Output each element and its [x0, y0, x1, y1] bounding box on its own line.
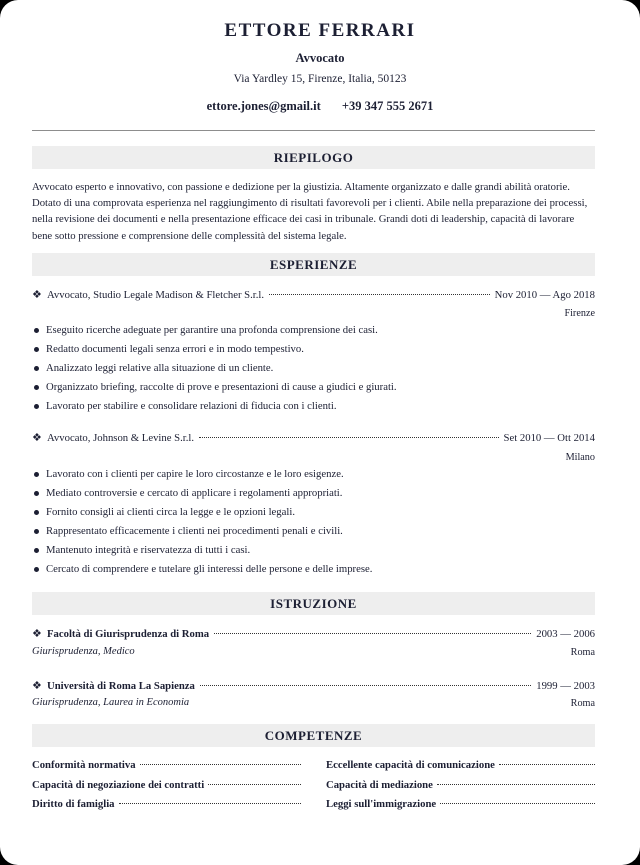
diamond-icon: ❖: [32, 289, 42, 301]
education-dates: 1999 — 2003: [536, 680, 595, 692]
dot-leader: [140, 764, 301, 765]
experience-bullets-2: [32, 465, 595, 579]
list-item: Cercato di comprendere e tutelare gli interessi delle persone e delle imprese.: [32, 560, 595, 579]
candidate-name: ETTORE FERRARI: [224, 20, 416, 41]
diamond-icon: ❖: [32, 432, 42, 444]
experience-location: Milano: [565, 452, 595, 463]
skill-item: [32, 798, 301, 810]
experience-entry-2: [32, 431, 595, 444]
dot-leader: [440, 803, 595, 804]
section-education-heading: ISTRUZIONE: [32, 592, 595, 615]
experience-dates: Nov 2010 — Ago 2018: [494, 289, 595, 301]
experience-bullets-1: [32, 321, 595, 416]
email[interactable]: ettore.jones@gmail.it: [206, 99, 321, 113]
header-divider: [32, 130, 595, 131]
list-item: Fornito consigli ai clienti circa la legge e le opzioni legali.: [32, 503, 595, 522]
experience-dates: Set 2010 — Ott 2014: [503, 432, 595, 444]
dot-leader: [214, 633, 531, 634]
contact-line: [0, 99, 640, 114]
education-degree: Giurisprudenza, Medico: [32, 646, 135, 657]
summary-text: Avvocato esperto e innovativo, con passione e dedizione per la giustizia. Altamente organizzato e dalle grandi abilità oratorie. Dotato di una comprovata esperienza nel raggiungimento di risultati favorevoli per i clienti. Abile nella preparazione dei processi, nella revisione dei documenti e nella presentazione efficace dei casi in tribunale. Grandi doti di leadership, capacità di lavorare bene sotto pressione e comprensione delle complessità del sistema legale.: [32, 181, 588, 242]
education-location: Roma: [570, 698, 595, 709]
skill-label: Leggi sull'immigrazione: [326, 798, 437, 810]
job-title: Avvocato: [295, 51, 345, 65]
skill-item: [326, 759, 595, 771]
skill-label: Conformità normativa: [32, 759, 136, 771]
diamond-icon: ❖: [32, 628, 42, 640]
diamond-icon: ❖: [32, 680, 42, 692]
list-item: Analizzato leggi relative alla situazione di un cliente.: [32, 359, 595, 378]
list-item: Mediato controversie e cercato di applicare i regolamenti appropriati.: [32, 484, 595, 503]
skill-item: [32, 779, 301, 791]
dot-leader: [499, 764, 595, 765]
list-item: Eseguito ricerche adeguate per garantire una profonda comprensione dei casi.: [32, 321, 595, 340]
education-school: Università di Roma La Sapienza: [47, 680, 195, 692]
dot-leader: [199, 437, 499, 438]
dot-leader: [269, 294, 490, 295]
dot-leader: [437, 784, 595, 785]
phone[interactable]: +39 347 555 2671: [341, 99, 434, 113]
section-summary-heading: RIEPILOGO: [32, 146, 595, 169]
section-experience-heading: ESPERIENZE: [32, 253, 595, 276]
skill-label: Capacità di mediazione: [326, 779, 433, 791]
skill-label: Diritto di famiglia: [32, 798, 115, 810]
skill-item: [326, 779, 595, 791]
address: Via Yardley 15, Firenze, Italia, 50123: [233, 73, 407, 85]
skill-label: Eccellente capacità di comunicazione: [326, 759, 495, 771]
education-dates: 2003 — 2006: [536, 628, 595, 640]
list-item: Mantenuto integrità e riservatezza di tutti i casi.: [32, 541, 595, 560]
education-entry-2: [32, 679, 595, 692]
skill-item: [326, 798, 595, 810]
list-item: Lavorato per stabilire e consolidare relazioni di fiducia con i clienti.: [32, 397, 595, 416]
list-item: Organizzato briefing, raccolte di prove e presentazioni di cause a giudici e giurati.: [32, 378, 595, 397]
dot-leader: [200, 685, 531, 686]
dot-leader: [208, 784, 301, 785]
experience-title: Avvocato, Johnson & Levine S.r.l.: [47, 432, 195, 444]
education-entry-1: [32, 627, 595, 640]
experience-title: Avvocato, Studio Legale Madison & Fletcher S.r.l.: [47, 289, 265, 301]
list-item: Redatto documenti legali senza errori e in modo tempestivo.: [32, 340, 595, 359]
skill-label: Capacità di negoziazione dei contratti: [32, 779, 205, 791]
skill-item: [32, 759, 301, 771]
education-school: Facoltà di Giurisprudenza di Roma: [47, 628, 210, 640]
experience-location: Firenze: [564, 308, 595, 319]
list-item: Lavorato con i clienti per capire le loro circostanze e le loro esigenze.: [32, 465, 595, 484]
list-item: Rappresentato efficacemente i clienti nei procedimenti penali e civili.: [32, 522, 595, 541]
dot-leader: [119, 803, 301, 804]
education-degree: Giurisprudenza, Laurea in Economia: [32, 697, 190, 708]
section-skills-heading: COMPETENZE: [32, 724, 595, 747]
experience-entry-1: [32, 288, 595, 301]
education-location: Roma: [570, 647, 595, 658]
